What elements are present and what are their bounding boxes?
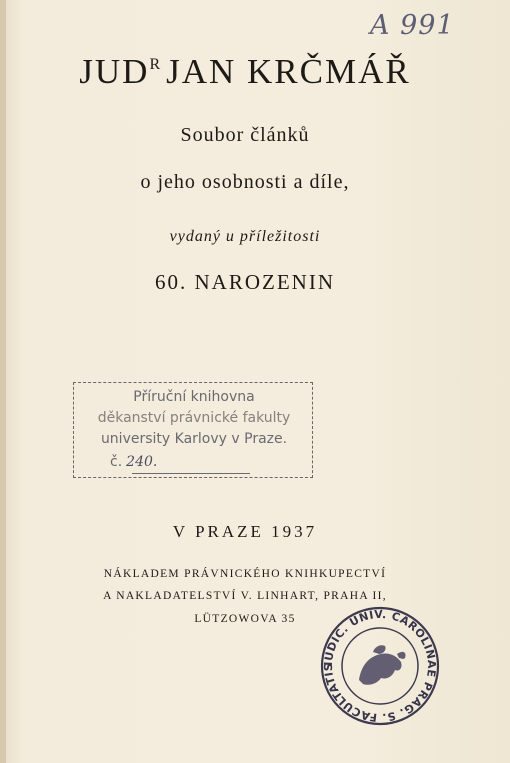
publisher-line3: LÜTZOWOVA 35 bbox=[194, 613, 296, 625]
title-name: JAN KRČMÁŘ bbox=[166, 52, 411, 91]
title-superscript: R bbox=[149, 56, 161, 73]
stamp-number-prefix: č. bbox=[110, 454, 123, 470]
stamp-line2: děkanství právnické fakulty bbox=[97, 410, 291, 426]
subtitle-line1: Soubor článků bbox=[180, 124, 310, 146]
place-year: V PRAZE 1937 bbox=[172, 522, 318, 541]
stamp-underline bbox=[132, 473, 250, 474]
publisher-line2: A NAKLADATELSTVÍ V. LINHART, PRAHA II, bbox=[103, 590, 387, 602]
stamp-line1: Příruční knihovna bbox=[133, 389, 255, 405]
page-edge bbox=[0, 0, 6, 763]
subtitle-line2: o jeho osobnosti a díle, bbox=[140, 171, 350, 193]
university-seal-icon bbox=[317, 606, 443, 726]
stamp-number bbox=[110, 454, 157, 470]
handwritten-shelfmark: A 991 bbox=[370, 10, 455, 41]
seal-text: IUDIC. UNIV. CAROLINAE PRAG. S. FACULTATIS bbox=[321, 607, 439, 725]
library-stamp bbox=[73, 382, 313, 478]
stamp-number-handwritten: 240. bbox=[126, 454, 158, 470]
seal-lion-emblem bbox=[359, 645, 406, 685]
occasion-line: vydaný u příležitosti bbox=[169, 228, 321, 245]
title-prefix: JUD bbox=[79, 52, 150, 91]
book-title bbox=[0, 52, 490, 92]
birthday-line: 60. NAROZENIN bbox=[155, 270, 335, 294]
stamp-line3: university Karlovy v Praze. bbox=[100, 431, 288, 447]
publisher-line1: NÁKLADEM PRÁVNICKÉHO KNIHKUPECTVÍ bbox=[103, 568, 387, 580]
